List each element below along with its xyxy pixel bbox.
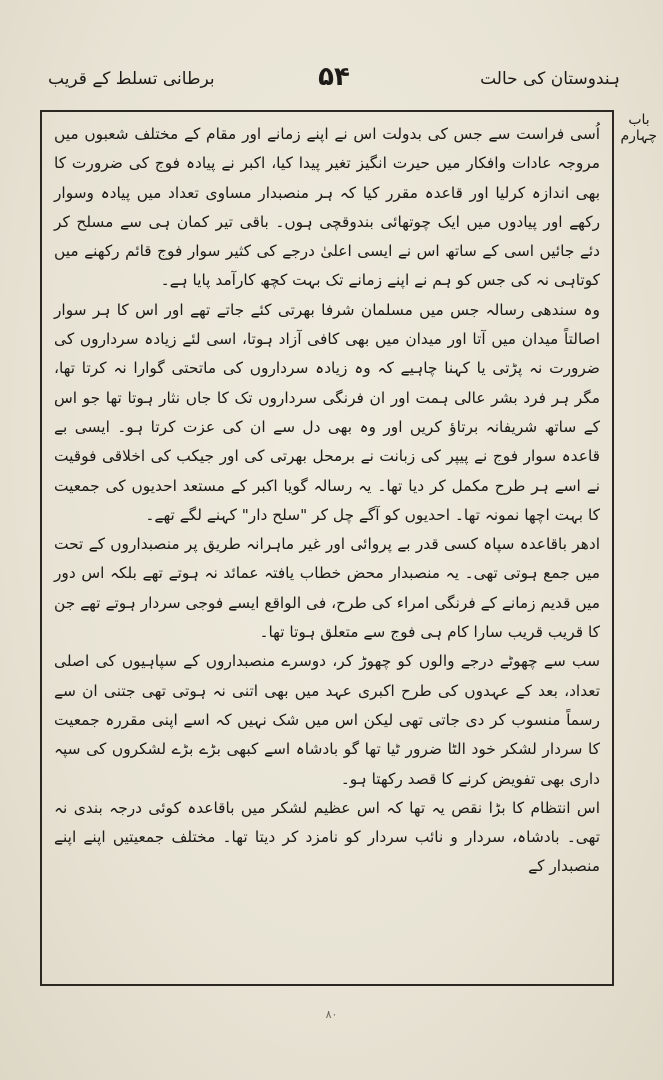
folio-mark: ۸۰: [325, 1008, 338, 1021]
paragraph: اس انتظام کا بڑا نقص یہ تھا کہ اس عظیم لشکر میں باقاعدہ کوئی درجہ بندی نہ تھی۔ بادشاہ، سردار و نائب سردار کو نامزد کر دیتا تھا۔ مختلف جمعیتیں اپنے اپنے منصبدار کے: [54, 798, 600, 876]
body-text: [54, 120, 600, 882]
text-frame: [40, 110, 614, 986]
paragraph: سب سے چھوٹے درجے والوں کو چھوڑ کر، دوسرے منصبداروں کے سپاہیوں کی اصلی تعداد، بعد کے عہدوں کی طرح اکبری عہد میں بھی اتنی نہ ہوتی تھی جتنی ان سے رسماً منسوب کر دی جاتی تھی لیکن اس میں شک نہیں کہ اسے اپنی مقررہ جمعیت کا سردار لشکر خود الٹا ضرور ٹیا تھا گو بادشاہ اسے کبھی بڑے بڑے لشکروں کی سپہ داری بھی تفویض کرنے کا قصد رکھتا ہو۔: [54, 652, 600, 788]
running-head-chapter-title: ہندوستان کی حالت: [480, 69, 620, 89]
paragraph: ادھر باقاعدہ سپاہ کسی قدر بے پروائی اور غیر ماہرانہ طریق پر منصبداروں کے تحت میں جمع ہوتی تھی۔ یہ منصبدار محض خطاب یافتہ عمائد نہ ہوتے تھے بلکہ اس دور میں قدیم زمانے کے فرنگی امراء کی طرح، فی الواقع ایسے فوجی سردار ہوتے تھے جن کا قریب قریب سارا کام ہی فوج سے متعلق ہوتا تھا۔: [54, 535, 600, 642]
paragraph: اُسی فراست سے جس کی بدولت اس نے اپنے زمانے اور مقام کے مختلف شعبوں میں مروجہ عادات وافکار میں حیرت انگیز تغیر پیدا کیا، اکبر نے پیادہ فوج کی ضرورت کا بھی اندازہ کرلیا اور قاعدہ مقرر کیا کہ ہر منصبدار مساوی تعداد میں پیادہ وسوار رکھے اور پیادوں میں ایک چوتھائی بندوقچی ہوں۔ باقی تیر کمان ہی سے مسلح کر دئے جائیں اسی کے ساتھ اس نے ایسی اعلیٰ درجے کی کثیر سوار فوج قائم رکھنے میں کوتاہی نہ کی جس کو ہم نے اپنے زمانے تک بہت کچھ کارآمد پایا ہے۔: [54, 125, 600, 290]
paragraph: وہ سندھی رسالہ جس میں مسلمان شرفا بھرتی کئے جاتے تھے اور اس کا ہر سوار اصالتاً میدان میں آتا اور میدان میں بھی کافی آزاد ہوتا، اسی لئے زیادہ سرداروں کی ضرورت نہ پڑتی یا کہنا چاہیے کہ وہ زیادہ سرداروں کی ماتحتی گوارا نہ کرتا تھا، مگر ہر فرد بشر عالی ہمت اور ان فرنگی سرداروں تک کا جاں نثار ہوتا تھا جو اس کے ساتھ شریفانہ برتاؤ کریں اور وہ بھی دل سے ان کی عزت کرتا ہو۔ ایسی بے قاعدہ سوار فوج نے پیپر کی زبانت نے برمحل بھرتی کی اور جیکب کی اخلاقی فوقیت نے اسے ہر طرح مکمل کر دیا تھا۔ یہ رسالہ گویا اکبر کے مستعد احدیوں کی جمعیت کا بہت اچھا نمونہ تھا۔ احدیوں کو آگے چل کر "سلح دار" کہنے لگے تھے۔: [54, 300, 600, 524]
running-head: [48, 62, 620, 98]
page-number: ۵۴: [318, 62, 350, 92]
running-head-section-title: برطانی تسلط کے قریب: [48, 69, 215, 89]
chapter-margin-note: باب چہارم: [620, 112, 657, 144]
